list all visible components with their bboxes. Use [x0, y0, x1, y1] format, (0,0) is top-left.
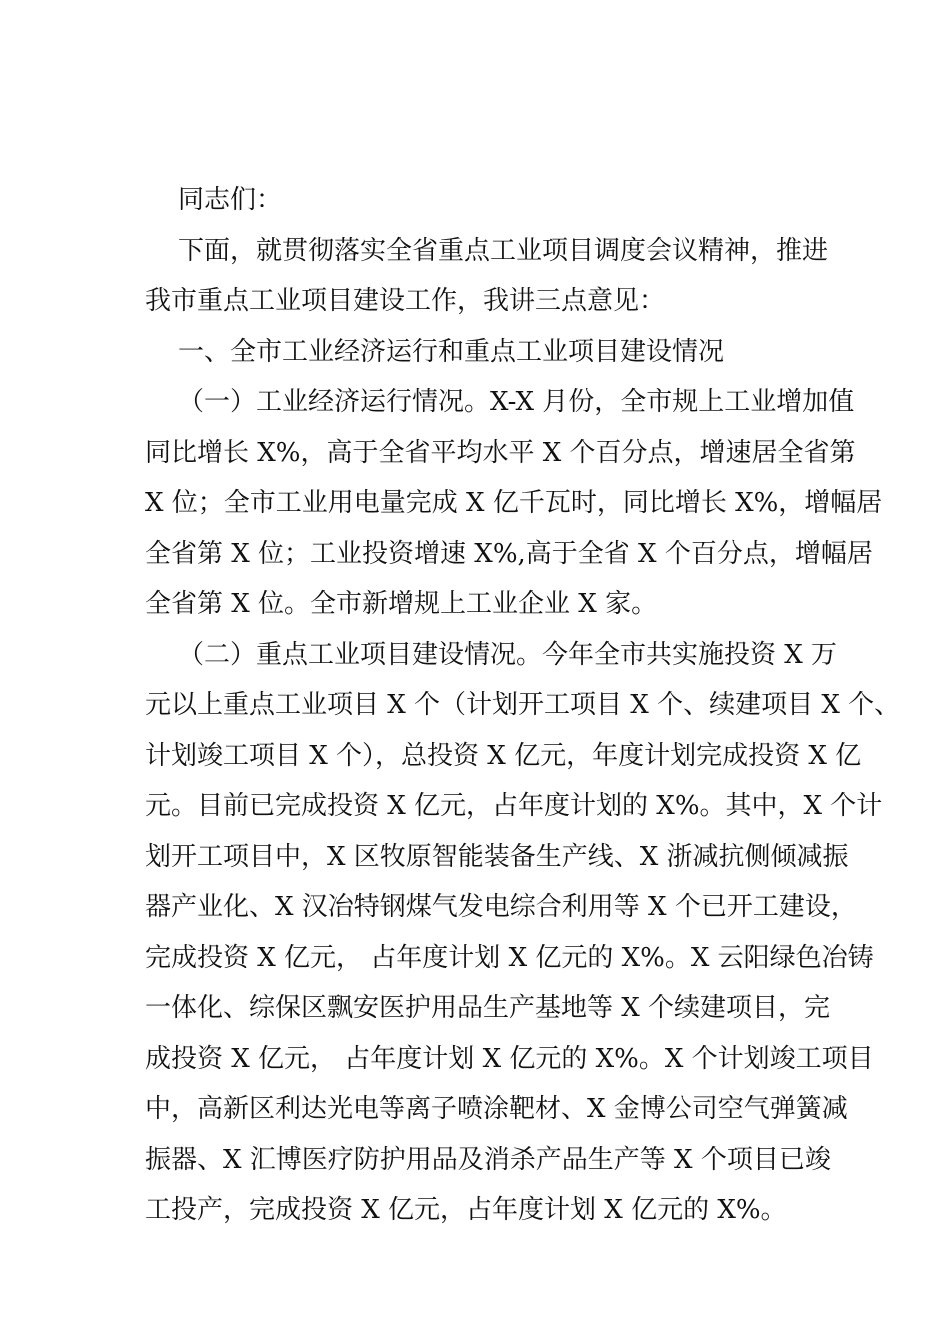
- paragraph-line: 工投产，完成投资 X 亿元，占年度计划 X 亿元的 X%。: [145, 1195, 787, 1225]
- paragraph-line: 全省第 X 位；工业投资增速 X%,高于全省 X 个百分点，增幅居: [145, 539, 873, 569]
- paragraph-line: 划开工项目中，X 区牧原智能装备生产线、X 浙减抗侧倾减振: [145, 842, 849, 872]
- paragraph-line: 元以上重点工业项目 X 个（计划开工项目 X 个、续建项目 X 个、: [145, 690, 901, 720]
- paragraph-line: 我市重点工业项目建设工作，我讲三点意见：: [145, 286, 666, 316]
- paragraph-line: 计划竣工项目 X 个），总投资 X 亿元，年度计划完成投资 X 亿: [145, 741, 862, 771]
- paragraph-line: 器产业化、X 汉冶特钢煤气发电综合利用等 X 个已开工建设，: [145, 892, 857, 922]
- section-heading: 一、全市工业经济运行和重点工业项目建设情况: [178, 337, 725, 367]
- paragraph-line: 同比增长 X%，高于全省平均水平 X 个百分点，增速居全省第: [145, 438, 856, 468]
- paragraph-line: 一体化、综保区飘安医护用品生产基地等 X 个续建项目，完: [145, 993, 831, 1023]
- subsection-heading: （二）重点工业项目建设情况。今年全市共实施投资 X 万: [178, 640, 838, 670]
- paragraph-line: 完成投资 X 亿元， 占年度计划 X 亿元的 X%。X 云阳绿色冶铸: [145, 943, 874, 973]
- salutation: 同志们：: [178, 185, 283, 215]
- paragraph-line: 中，高新区利达光电等离子喷涂靶材、X 金博公司空气弹簧减: [145, 1094, 848, 1124]
- paragraph-line: X 位；全市工业用电量完成 X 亿千瓦时，同比增长 X%，增幅居: [145, 488, 883, 518]
- paragraph-line: 振器、X 汇博医疗防护用品及消杀产品生产等 X 个项目已竣: [145, 1145, 831, 1175]
- paragraph-line: 成投资 X 亿元， 占年度计划 X 亿元的 X%。X 个计划竣工项目: [145, 1044, 874, 1074]
- paragraph-line: 下面，就贯彻落实全省重点工业项目调度会议精神，推进: [178, 236, 829, 266]
- subsection-heading: （一）工业经济运行情况。X-X 月份，全市规上工业增加值: [178, 387, 855, 417]
- paragraph-line: 全省第 X 位。全市新增规上工业企业 X 家。: [145, 589, 658, 619]
- paragraph-line: 元。目前已完成投资 X 亿元，占年度计划的 X%。其中，X 个计: [145, 791, 883, 821]
